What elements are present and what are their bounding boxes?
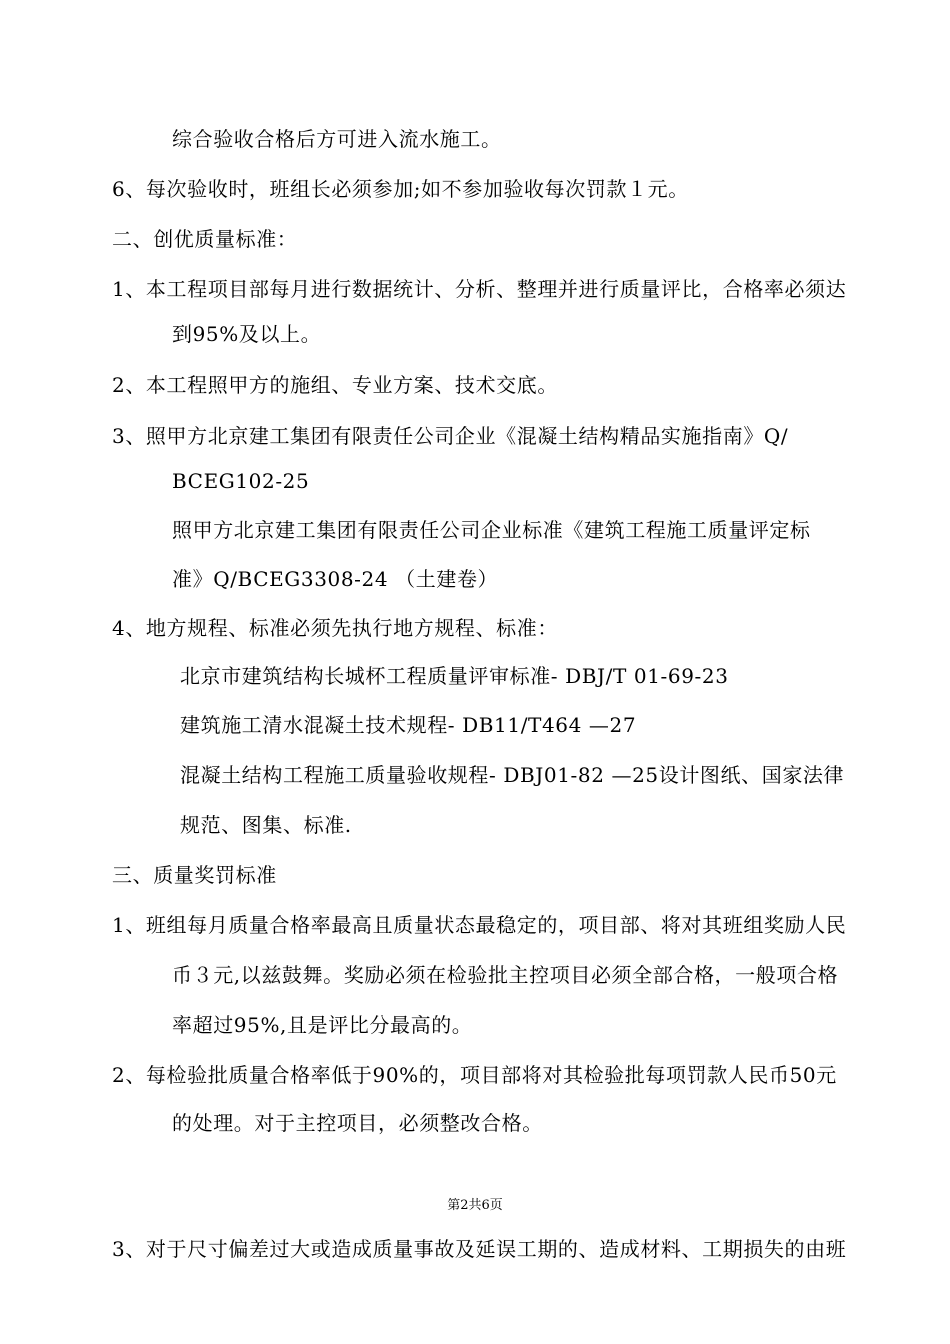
text-line: 2、每检验批质量合格率低于90%的，项目部将对其检验批每项罚款人民币50元 bbox=[112, 1063, 837, 1087]
text-line: 4、地方规程、标准必须先执行地方规程、标准： bbox=[112, 616, 558, 640]
text-line: 综合验收合格后方可进入流水施工。 bbox=[172, 127, 502, 151]
text-line: 2、本工程照甲方的施组、专业方案、技术交底。 bbox=[112, 373, 558, 397]
page-number: 第2共6页 bbox=[447, 1198, 503, 1213]
section-heading: 三、质量奖罚标准 bbox=[112, 863, 277, 887]
text-line: 规范、图集、标准. bbox=[180, 813, 352, 837]
text-line: 到95%及以上。 bbox=[172, 322, 322, 346]
section-heading: 二、创优质量标准： bbox=[112, 227, 298, 251]
text-line: 准》Q/BCEG3308-24 （土建卷） bbox=[172, 567, 499, 591]
text-line: 币３元,以兹鼓舞。奖励必须在检验批主控项目必须全部合格，一般项合格 bbox=[172, 963, 839, 987]
text-line: 建筑施工清水混凝土技术规程- DB11/T464 —27 bbox=[180, 713, 637, 737]
text-line: 3、对于尺寸偏差过大或造成质量事故及延误工期的、造成材料、工期损失的由班 bbox=[112, 1237, 847, 1261]
text-line: 的处理。对于主控项目，必须整改合格。 bbox=[172, 1111, 543, 1135]
text-line: 1、本工程项目部每月进行数据统计、分析、整理并进行质量评比，合格率必须达 bbox=[112, 277, 847, 301]
text-line: BCEG102-25 bbox=[172, 469, 310, 493]
text-line: 北京市建筑结构长城杯工程质量评审标准- DBJ/T 01-69-23 bbox=[180, 664, 729, 688]
text-line: 1、班组每月质量合格率最高且质量状态最稳定的，项目部、将对其班组奖励人民 bbox=[112, 913, 847, 937]
text-line: 照甲方北京建工集团有限责任公司企业标准《建筑工程施工质量评定标 bbox=[172, 518, 811, 542]
text-line: 混凝土结构工程施工质量验收规程- DBJ01-82 —25设计图纸、国家法律 bbox=[180, 763, 845, 787]
text-line: 6、每次验收时，班组长必须参加;如不参加验收每次罚款１元。 bbox=[112, 177, 689, 201]
text-line: 率超过95%,且是评比分最高的。 bbox=[172, 1013, 473, 1037]
text-line: 3、照甲方北京建工集团有限责任公司企业《混凝土结构精品实施指南》Q/ bbox=[112, 424, 789, 448]
